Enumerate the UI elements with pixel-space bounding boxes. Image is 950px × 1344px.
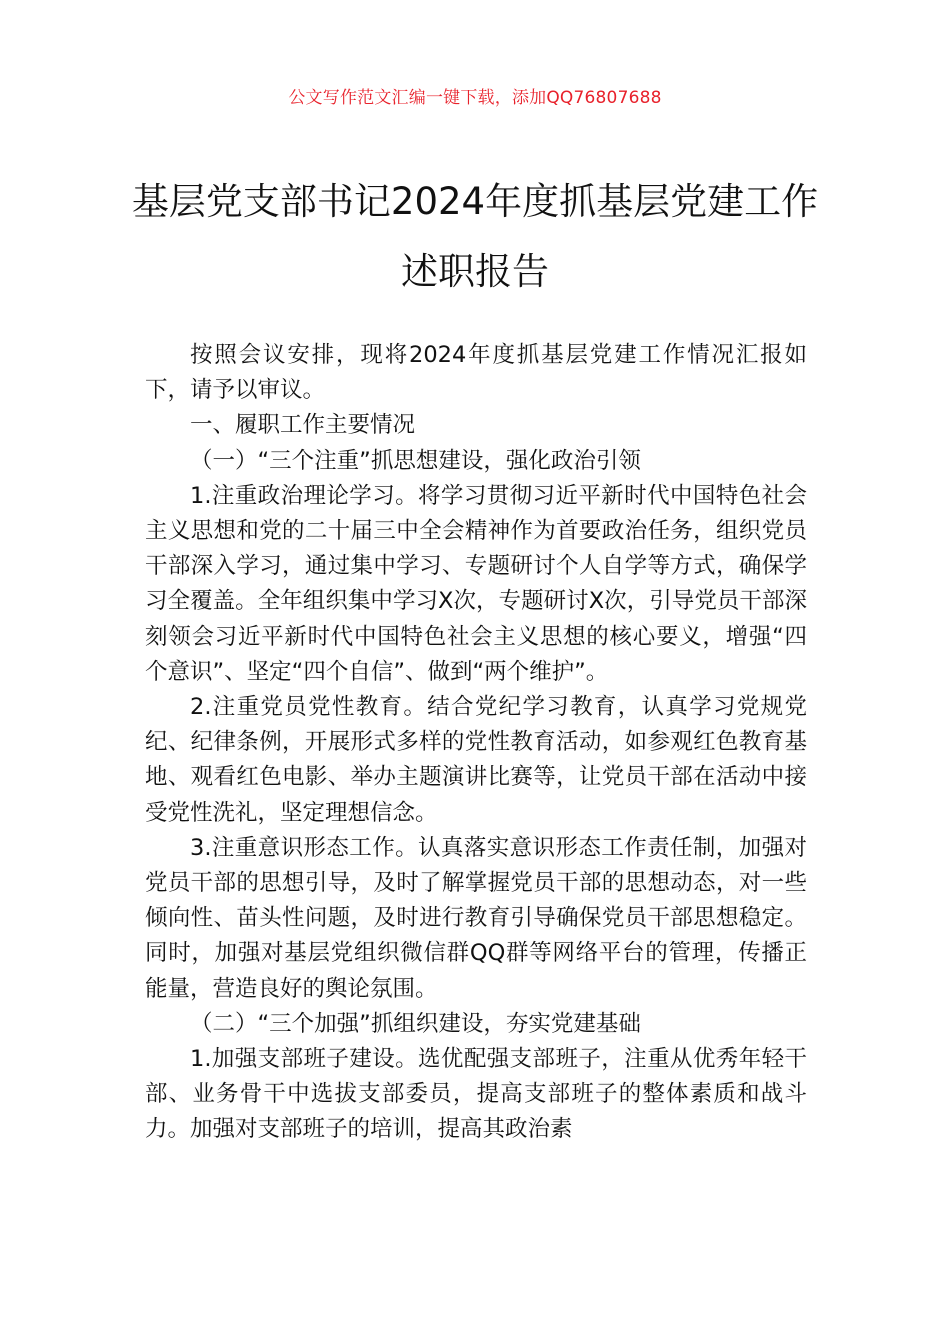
paragraph-branch-team: 1.加强支部班子建设。选优配强支部班子，注重从优秀年轻干部、业务骨干中选拔支部委员，提高支部班子的整体素质和战斗力。加强对支部班子的培训，提高其政治素 <box>145 1046 807 1143</box>
document-title-line-2: 述职报告 <box>401 250 549 293</box>
paragraph-political-theory: 1.注重政治理论学习。将学习贯彻习近平新时代中国特色社会主义思想和党的二十届三中全会精神作为首要政治任务，组织党员干部深入学习，通过集中学习、专题研讨个人自学等方式，确保学习全覆盖。全年组织集中学习X次，专题研讨X次，引导党员干部深刻领会习近平新时代中国特色社会主义思想的核心要义，增强“四个意识”、坚定“四个自信”、做到“两个维护”。 <box>145 482 807 685</box>
document-body <box>145 338 807 1148</box>
download-watermark: 公文写作范文汇编一键下载，添加QQ76807688 <box>288 88 662 108</box>
intro-paragraph: 按照会议安排，现将2024年度抓基层党建工作情况汇报如下，请予以审议。 <box>145 342 807 404</box>
subsection-heading-2: （二）“三个加强”抓组织建设，夯实党建基础 <box>190 1010 641 1037</box>
document-title-line-1: 基层党支部书记2024年度抓基层党建工作 <box>131 180 819 223</box>
subsection-heading-1: （一）“三个注重”抓思想建设，强化政治引领 <box>190 447 641 474</box>
paragraph-ideology-work: 3.注重意识形态工作。认真落实意识形态工作责任制，加强对党员干部的思想引导，及时了解掌握党员干部的思想动态，对一些倾向性、苗头性问题，及时进行教育引导确保党员干部思想稳定。同时，加强对基层党组织微信群QQ群等网络平台的管理，传播正能量，营造良好的舆论氛围。 <box>145 834 807 1002</box>
paragraph-party-education: 2.注重党员党性教育。结合党纪学习教育，认真学习党规党纪、纪律条例，开展形式多样的党性教育活动，如参观红色教育基地、观看红色电影、举办主题演讲比赛等，让党员干部在活动中接受党性洗礼，坚定理想信念。 <box>145 694 807 826</box>
section-heading-1: 一、履职工作主要情况 <box>190 412 416 439</box>
